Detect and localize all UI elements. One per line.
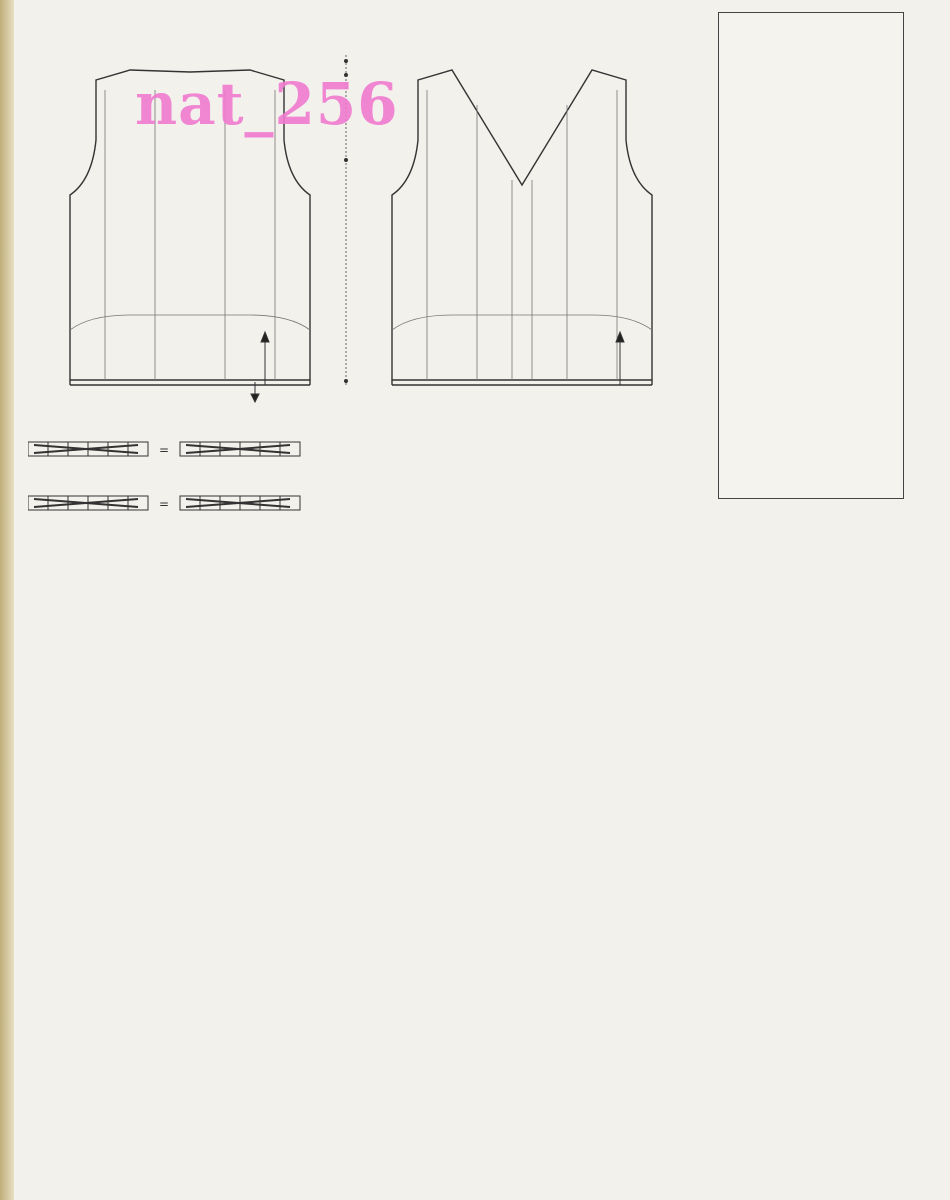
svg-text:=: =	[159, 497, 170, 511]
watermark-text: nat_256	[135, 70, 399, 138]
howto-illustration-2	[757, 229, 897, 349]
cable-symbol-2	[28, 492, 308, 527]
svg-text:=: =	[159, 443, 170, 457]
mattress-stitch-box	[718, 12, 904, 499]
stitch-chart-grid	[0, 540, 950, 1200]
howto-illustration-1	[757, 101, 897, 211]
cable-symbol-1	[28, 438, 308, 473]
front-body-outline	[380, 10, 680, 420]
stitch-chart	[0, 540, 950, 1200]
howto-illustration-3	[749, 359, 897, 484]
